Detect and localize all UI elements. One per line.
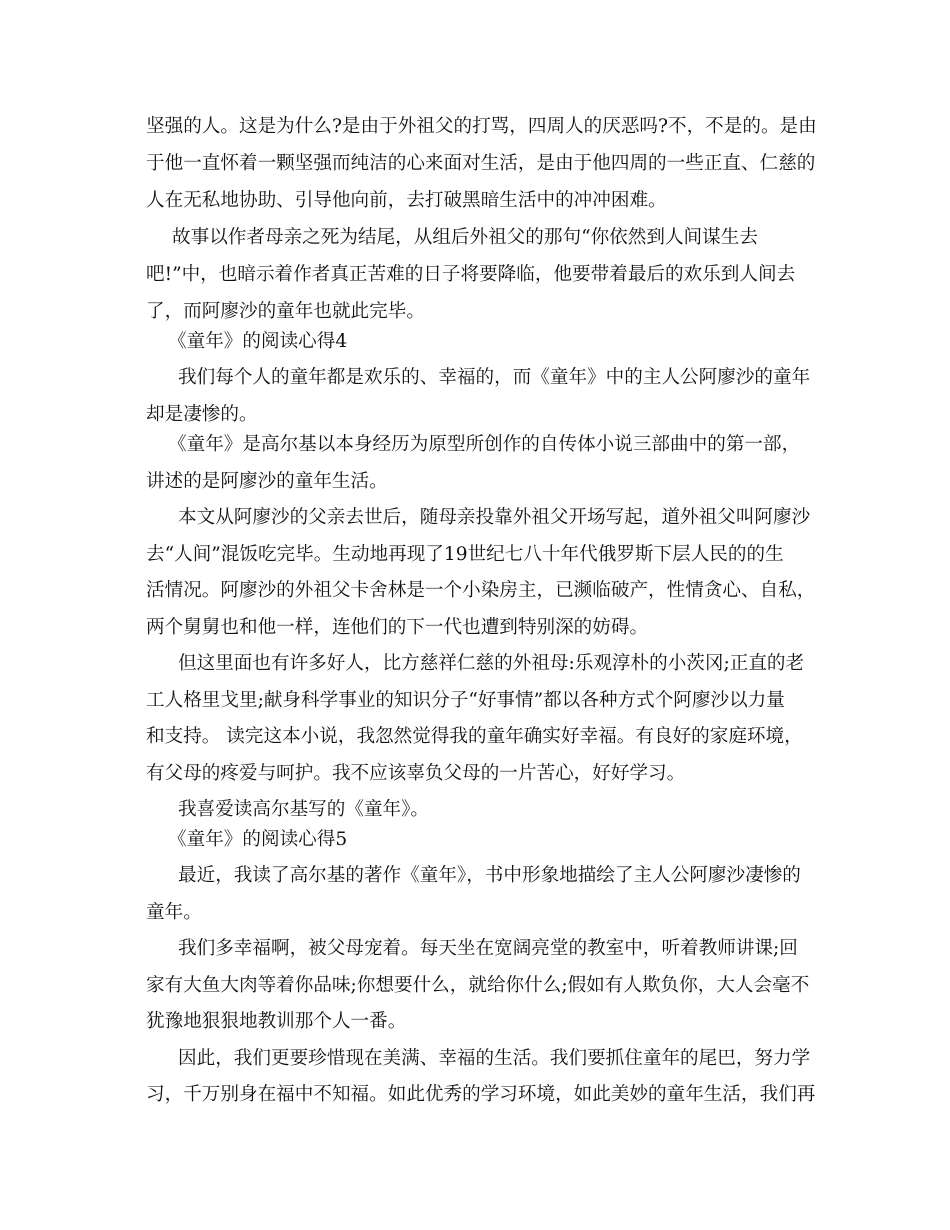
text-line: 于他一直怀着一颗坚强而纯洁的心来面对生活，是由于他四周的一些正直、仁慈的 xyxy=(146,153,816,174)
text-line: 去“人间”混饭吃完毕。生动地再现了19世纪七八十年代俄罗斯下层人民的的生 xyxy=(146,544,784,565)
section-heading: 《童年》的阅读心得5 xyxy=(168,829,348,850)
text-line: 最近，我读了高尔基的著作《童年》，书中形象地描绘了主人公阿廖沙凄惨的 xyxy=(178,865,801,886)
text-line: 本文从阿廖沙的父亲去世后，随母亲投靠外祖父开场写起，道外祖父叫阿廖沙 xyxy=(178,507,811,528)
text-line: 有父母的疼爱与呵护。我不应该辜负父母的一片苦心，好好学习。 xyxy=(146,763,686,784)
text-line: 和支持。 读完这本小说，我忽然觉得我的童年确实好幸福。有良好的家庭环境， xyxy=(146,726,803,747)
text-line: 我们多幸福啊，被父母宠着。每天坐在宽阔亮堂的教室中，听着教师讲课;回 xyxy=(178,938,798,959)
text-line: 活情况。阿廖沙的外祖父卡舍林是一个小染房主，已濒临破产，性情贪心、自私， xyxy=(146,580,816,601)
text-line: 人在无私地协助、引导他向前，去打破黑暗生活中的冲冲困难。 xyxy=(146,190,667,211)
text-line: 故事以作者母亲之死为结尾，从组后外祖父的那句“你依然到人间谋生去 xyxy=(172,227,758,248)
text-line: 因此，我们更要珍惜现在美满、幸福的生活。我们要抓住童年的尾巴，努力学 xyxy=(178,1048,811,1069)
text-line: 吧!”中，也暗示着作者真正苦难的日子将要降临，他要带着最后的欢乐到人间去 xyxy=(146,264,796,285)
text-line: 坚强的人。这是为什么?是由于外祖父的打骂，四周人的厌恶吗?不，不是的。是由 xyxy=(146,116,817,137)
text-line: 家有大鱼大肉等着你品味;你想要什么，就给你什么;假如有人欺负你，大人会毫不 xyxy=(146,975,810,996)
text-line: 工人格里戈里;献身科学事业的知识分子“好事情”都以各种方式个阿廖沙以力量 xyxy=(146,690,785,711)
text-line: 《童年》是高尔基以本身经历为原型所创作的自传体小说三部曲中的第一部， xyxy=(168,434,801,455)
text-line: 习，千万别身在福中不知福。如此优秀的学习环境，如此美妙的童年生活，我们再 xyxy=(146,1084,816,1105)
section-heading: 《童年》的阅读心得4 xyxy=(168,331,348,352)
text-line: 却是凄惨的。 xyxy=(146,404,258,425)
text-line: 我们每个人的童年都是欢乐的、幸福的，而《童年》中的主人公阿廖沙的童年 xyxy=(178,367,811,388)
text-line: 童年。 xyxy=(146,902,202,923)
text-line: 了，而阿廖沙的童年也就此完毕。 xyxy=(146,301,425,322)
text-line: 犹豫地狠狠地教训那个人一番。 xyxy=(146,1011,407,1032)
text-line: 我喜爱读高尔基写的《童年》。 xyxy=(178,799,430,820)
text-line: 讲述的是阿廖沙的童年生活。 xyxy=(146,471,388,492)
text-line: 但这里面也有许多好人，比方慈祥仁慈的外祖母:乐观淳朴的小茨冈;正直的老 xyxy=(178,653,805,674)
text-line: 两个舅舅也和他一样，连他们的下一代也遭到特别深的妨碍。 xyxy=(146,617,649,638)
